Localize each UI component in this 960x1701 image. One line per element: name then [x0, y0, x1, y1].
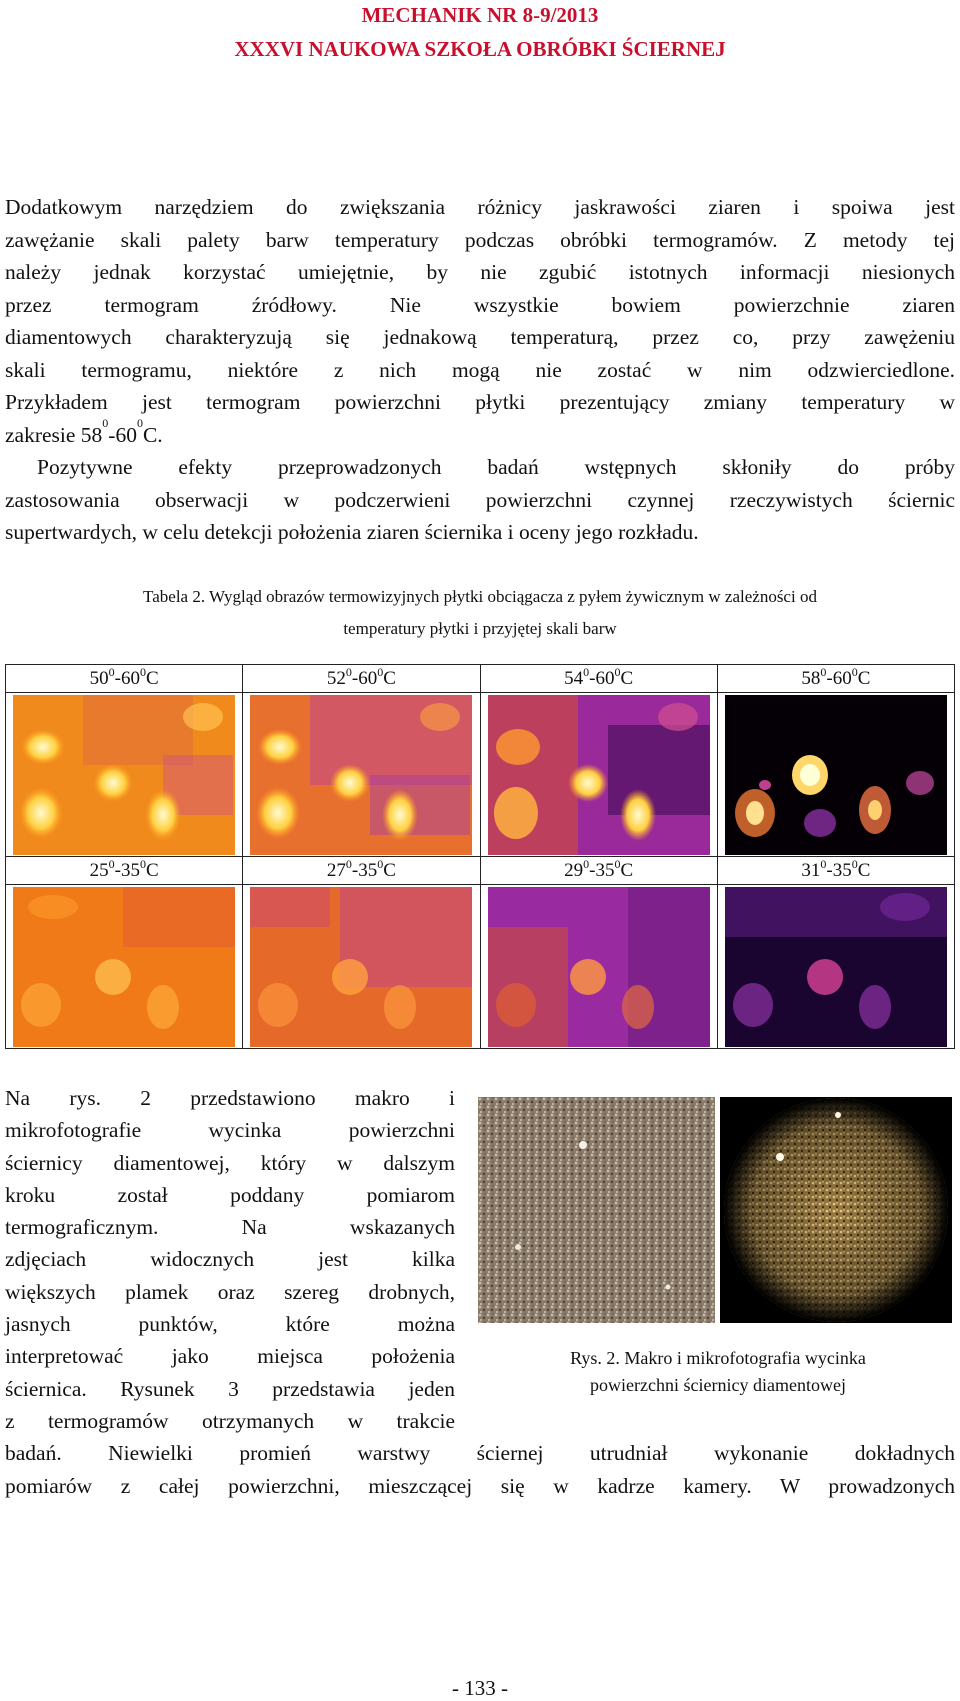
text-line: termograficznym. Na wskazanych: [5, 1215, 455, 1240]
text-line: kroku został poddany pomiarom: [5, 1182, 455, 1207]
text-line: badań. Niewielki promień warstwy ściernej utrudniał wykonanie dokładnych: [5, 1441, 955, 1465]
text-line: diamentowych charakteryzują się jednakową temperaturą, przez co, przy zawężeniu: [5, 325, 955, 349]
temp-label: $29^0-35^0C$: [480, 857, 717, 885]
thermogram-image: [250, 887, 472, 1047]
text-line: ściernicy diamentowej, który w dalszym: [5, 1150, 455, 1175]
text-line: interpretować jako miejsca położenia: [5, 1344, 455, 1369]
text-line: skali termogramu, niektóre z nich mogą nie zostać w nim odzwierciedlone.: [5, 357, 955, 382]
text-line: Dodatkowym narzędziem do zwiększania różnicy jaskrawości ziaren i spoiwa jest: [5, 195, 955, 219]
text-line: ściernica. Rysunek 3 przedstawia jeden: [5, 1376, 455, 1401]
table-caption-line2: temperatury płytki i przyjętej skali barw: [343, 619, 617, 638]
paragraph-3: [5, 1437, 955, 1502]
thermogram-image: [250, 695, 472, 855]
thermogram-image: [488, 887, 710, 1047]
temp-label: $54^0-60^0C$: [480, 665, 717, 693]
page-number: - 133 -: [452, 1676, 508, 1700]
text-line: z termogramów otrzymanych w trakcie: [5, 1408, 455, 1433]
thermogram-image: [725, 887, 947, 1047]
temp-label: $50^0-60^0C$: [6, 665, 243, 693]
temp-label: $27^0-35^0C$: [243, 857, 480, 885]
table-row: [6, 693, 955, 857]
text-line: pomiarów z całej powierzchni, mieszczącej się w kadrze kamery. W prowadzonych: [5, 1473, 955, 1498]
table-caption-line1: Tabela 2. Wygląd obrazów termowizyjnych płytki obciągacza z pyłem żywicznym w zależności od: [143, 587, 817, 606]
text-line: zawężanie skali palety barw temperatury podczas obróbki termogramów. Z metody tej: [5, 227, 955, 252]
range-prefix: zakresie 58: [5, 422, 103, 447]
table-row: [6, 885, 955, 1049]
macro-photo: [478, 1097, 715, 1323]
text-line: należy jednak korzystać umiejętnie, by nie zgubić istotnych informacji niesionych: [5, 260, 955, 284]
superscript: 0: [102, 415, 109, 430]
conference-title: XXXVI NAUKOWA SZKOŁA OBRÓBKI ŚCIERNEJ: [234, 37, 726, 61]
thermogram-image: [13, 887, 235, 1047]
table-row: [6, 857, 955, 885]
text-line: supertwardych, w celu detekcji położenia ziaren ściernika i oceny jego rozkładu.: [5, 520, 699, 544]
table-row: [6, 665, 955, 693]
text-line: Pozytywne efekty przeprowadzonych badań wstępnych skłoniły do próby: [37, 455, 955, 479]
range-suffix: C.: [142, 422, 163, 447]
text-line: zastosowania obserwacji w podczerwieni powierzchni czynnej rzeczywistych ściernic: [5, 487, 955, 512]
thermogram-image: [13, 695, 235, 855]
temp-label: $31^0-35^0C$: [717, 857, 954, 885]
range-mid: -60: [108, 422, 137, 447]
text-line: mikrofotografie wycinka powierzchni: [5, 1118, 455, 1143]
micro-photo: [720, 1097, 952, 1323]
text-line: przez termogram źródłowy. Nie wszystkie bowiem powierzchnie ziaren: [5, 292, 955, 317]
figure-caption: [478, 1345, 958, 1399]
paragraph-1: [5, 191, 955, 451]
wrapped-paragraph: [5, 1082, 455, 1437]
figure-caption-line2: powierzchni ściernicy diamentowej: [590, 1375, 846, 1395]
table-caption: [0, 581, 960, 645]
thermogram-table: [5, 664, 955, 1049]
text-line: Przykładem jest termogram powierzchni płytki prezentujący zmiany temperatury w: [5, 390, 955, 414]
journal-title: MECHANIK NR 8-9/2013: [361, 3, 599, 27]
text-line: zdjęciach widocznych jest kilka: [5, 1247, 455, 1272]
text-line: Na rys. 2 przedstawiono makro i: [5, 1086, 455, 1110]
temp-label: $52^0-60^0C$: [243, 665, 480, 693]
text-line: jasnych punktów, które można: [5, 1312, 455, 1337]
paragraph-2: [5, 451, 955, 549]
thermogram-image: [725, 695, 947, 855]
thermogram-image: [488, 695, 710, 855]
temp-label: $58^0-60^0C$: [717, 665, 954, 693]
temp-label: $25^0-35^0C$: [6, 857, 243, 885]
superscript: 0: [136, 415, 143, 430]
figure-caption-line1: Rys. 2. Makro i mikrofotografia wycinka: [570, 1348, 866, 1368]
text-line-range: [5, 415, 955, 452]
text-line: większych plamek oraz szereg drobnych,: [5, 1279, 455, 1304]
